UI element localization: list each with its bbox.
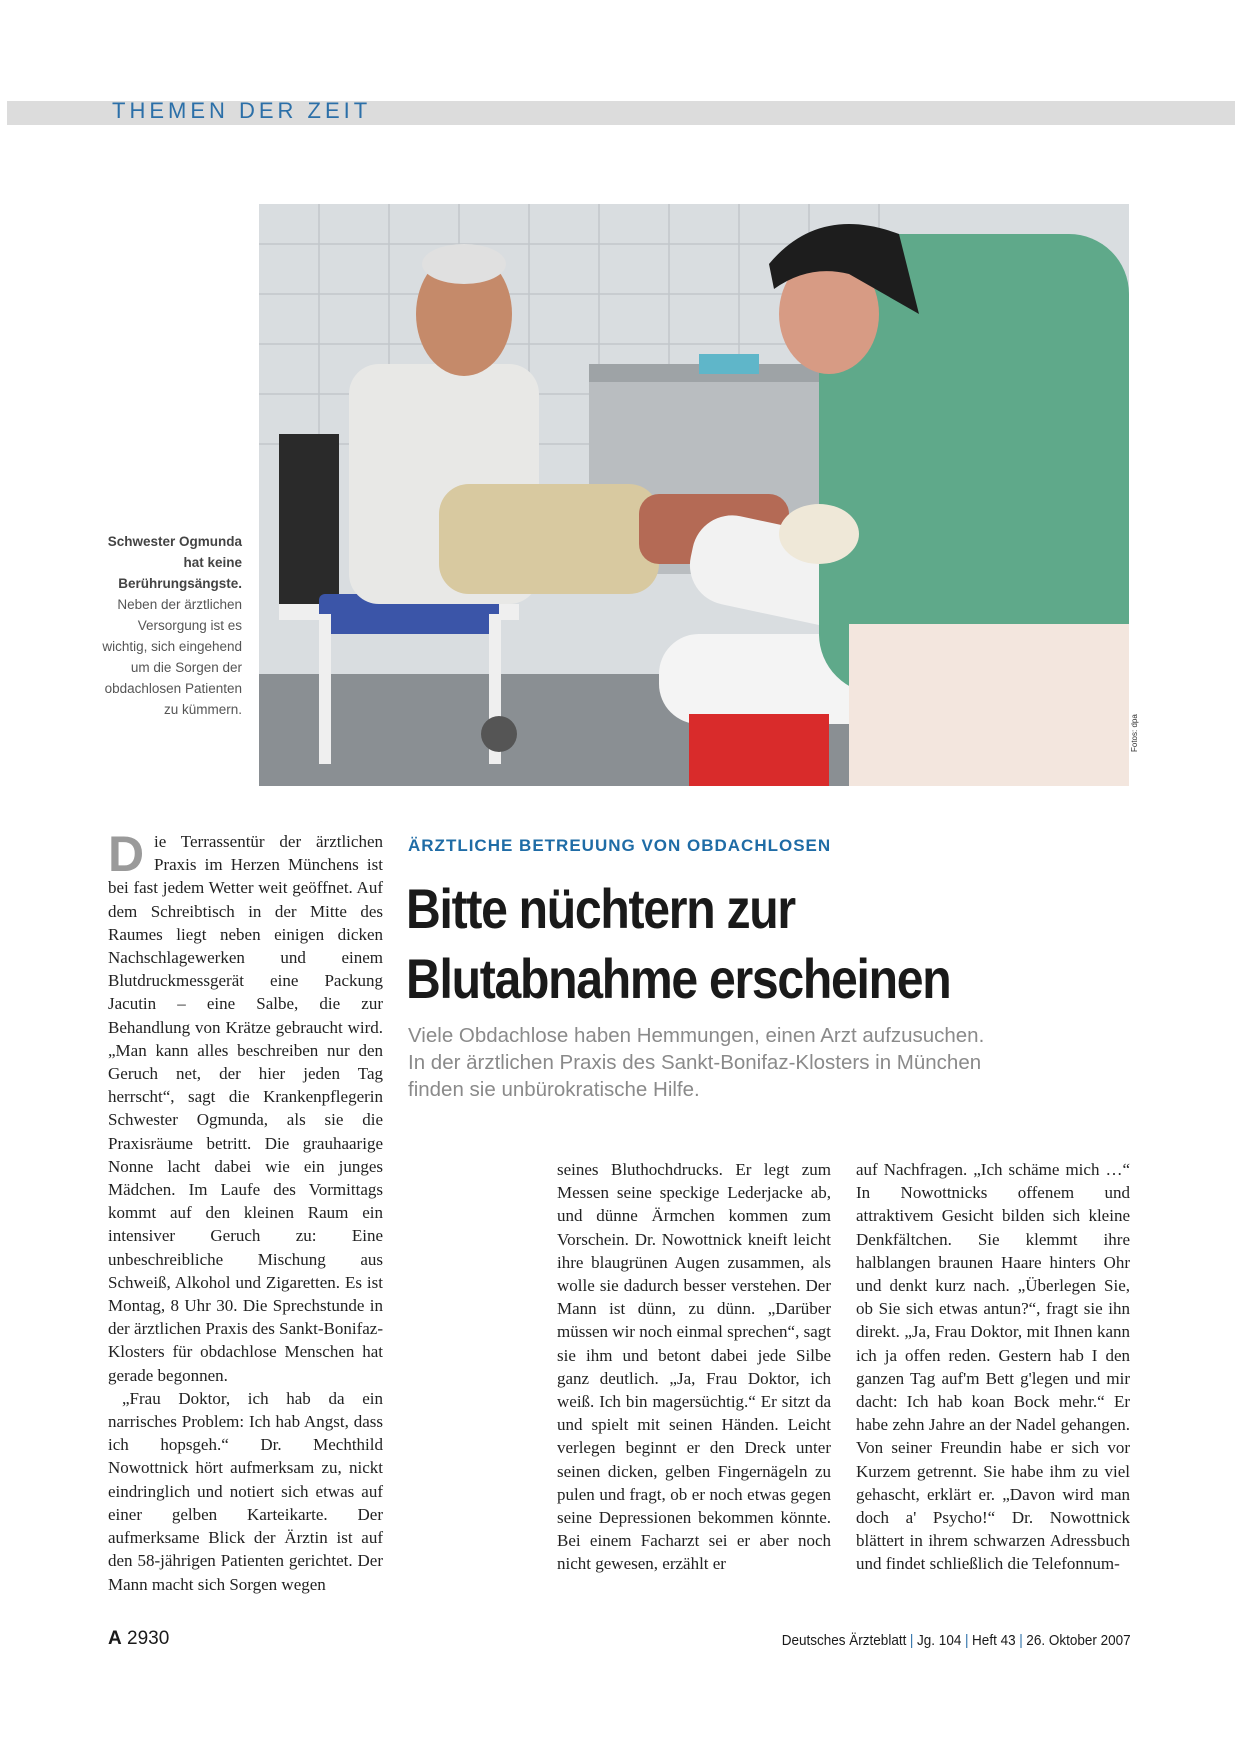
lead-line-3: finden sie unbürokratische Hilfe. [408, 1078, 700, 1101]
lead-line-2: In der ärztlichen Praxis des Sankt-Bonifaz-Klosters in München [408, 1051, 982, 1074]
page-number [108, 1628, 169, 1650]
headline-line-2: Blutabnahme erscheinen [406, 947, 951, 1010]
journal-name: Deutsches Ärzteblatt [782, 1632, 907, 1649]
photo-caption [96, 531, 242, 720]
journal-date: 26. Oktober 2007 [1026, 1632, 1131, 1649]
journal-volume: Jg. 104 [917, 1632, 962, 1649]
body-paragraph: auf Nachfragen. „Ich schäme mich …“ In Nowottnicks offenem und attraktivem Gesicht bilden sich kleine Denkfältchen. Sie klemmt ihre halblangen braunen Haare hinters Ohr und denkt kurz nach. „Überlegen Sie, ob Sie sich etwas antun?“, fragt sie ihn direkt. „Ja, Frau Doktor, mit Ihnen kann ich ja offen reden. Gestern hab I den ganzen Tag auf'm Bett g'legen und mir dacht: Ich hab koan Bock mehr.“ Er habe zehn Jahre an der Nadel gehangen. Von seiner Freundin habe er sich vor Kurzem getrennt. Sie habe ihm zu viel gehascht, erklärt er. „Davon wird man doch a' Psycho!“ Dr. Nowottnick blättert in ihrem schwarzen Adressbuch und findet schließlich die Telefonnum- [856, 1160, 1130, 1574]
article-kicker: ÄRZTLICHE BETREUUNG VON OBDACHLOSEN [408, 836, 832, 855]
body-paragraph: seines Bluthochdrucks. Er legt zum Messen seine speckige Lederjacke ab, und dünne Ärmchen kommen zum Vorschein. Dr. Nowottnick kneift leicht ihre blaugrünen Augen zusammen, als wolle sie dadurch besser verstehen. Der Mann ist dünn, zu dünn. „Darüber müssen wir noch einmal sprechen“, sagt sie ihm und betont dabei jede Silbe ganz deutlich. „Ja, Frau Doktor, ich weiß. Ich bin magersüchtig.“ Er sitzt da und spielt mit seinen Händen. Leicht verlegen beginnt er den Dreck unter seinen dicken, gelben Fingernägeln zu pulen und fragt, ob er noch etwas gegen seine Depressionen bekommen könnte. Bei einem Facharzt sei er aber noch nicht gewesen, erzählt er [557, 1160, 831, 1574]
lead-line-1: Viele Obdachlose haben Hemmungen, einen Arzt aufzusuchen. [408, 1024, 985, 1047]
body-paragraph: „Frau Doktor, ich hab da ein narrisches Problem: Ich hab Angst, dass ich hopsgeh.“ Dr. Mechthild Nowottnick hört aufmerksam zu, nickt eindringlich und notiert sich etwas auf einer gelben Karteikarte. Der aufmerksame Blick der Ärztin ist auf den 58-jährigen Patienten gerichtet. Der Mann macht sich Sorgen wegen [108, 1388, 383, 1594]
page-number-value: 2930 [127, 1628, 170, 1649]
body-column-2 [557, 1158, 831, 1576]
article-lead [408, 1022, 1108, 1103]
photo-credit: Fotos: dpa [1130, 714, 1139, 752]
drop-cap: D [108, 826, 145, 882]
footer-journal-info: Deutsches Ärzteblatt | Jg. 104 | Heft 43 | 26. Oktober 2007 [782, 1632, 1131, 1649]
paragraph-text: ie Terrassentür der ärztlichen Praxis im Herzen Münchens ist bei fast jedem Wetter weit geöffnet. Auf dem Schreibtisch in der Mitte des Raumes liegt neben einigen dicken Nachschlagewerken und einem Blutdruckmessgerät eine Packung Jacutin – eine Salbe, die zur Behandlung von Krätze gebraucht wird. „Man kann alles beschreiben nur den Geruch net, der hier jeden Tag herrscht“, sagt die Krankenpflegerin Schwester Ogmunda, als sie die Praxisräume betritt. Die grauhaarige Nonne lacht dabei wie ein junges Mädchen. Im Laufe des Vormittags kommt auf den kleinen Raum ein intensiver Geruch zu: Eine unbeschreibliche Mischung aus Schweiß, Alkohol und Zigaretten. Es ist Montag, 8 Uhr 30. Die Sprechstunde in der ärztlichen Praxis des Sankt-Bonifaz-Klosters für obdachlose Menschen hat gerade begonnen. [108, 832, 383, 1385]
caption-bold: Schwester Ogmunda hat keine Berührungsängste. [107, 534, 242, 591]
page-prefix: A [108, 1628, 122, 1649]
caption-text: Neben der ärztlichen Versorgung ist es wichtig, sich eingehend um die Sorgen der obdachlosen Patienten zu kümmern. [102, 597, 242, 717]
body-column-1 [108, 826, 383, 1596]
body-column-3 [856, 1158, 1130, 1576]
article-photo [259, 204, 1129, 786]
journal-issue: Heft 43 [972, 1632, 1016, 1649]
article-headline [406, 874, 1042, 1014]
photo-illustration [259, 204, 1129, 786]
section-label: THEMEN DER ZEIT [112, 98, 372, 123]
body-paragraph [108, 826, 383, 1387]
headline-line-1: Bitte nüchtern zur [406, 877, 795, 940]
